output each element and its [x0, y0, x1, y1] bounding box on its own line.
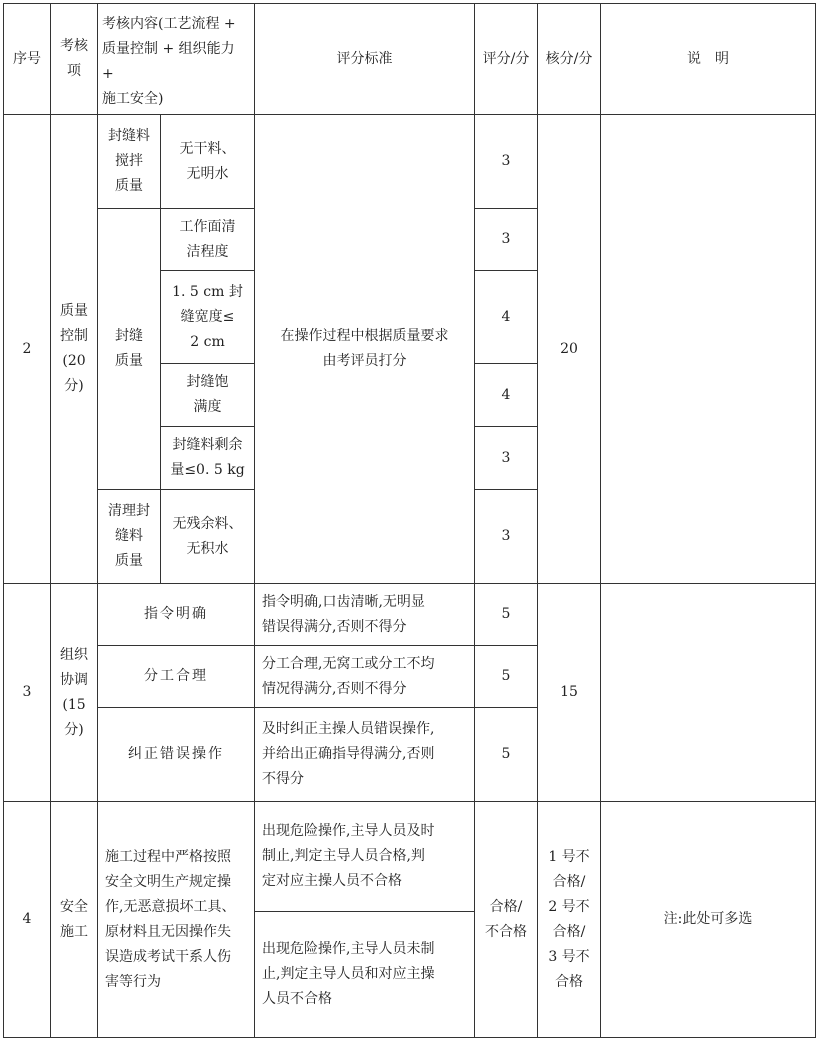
sub-item-cell: 工作面清 洁程度: [161, 209, 255, 271]
sub-item-cell: 1. 5 cm 封 缝宽度≤ 2 cm: [161, 271, 255, 364]
criteria-cell: 在操作过程中根据质量要求 由考评员打分: [255, 115, 475, 584]
verify-cell: 15: [538, 584, 601, 802]
header-criteria: 评分标准: [255, 4, 475, 115]
header-note: 说 明: [601, 4, 816, 115]
score-cell: 3: [475, 427, 538, 490]
criteria-cell: 指令明确,口齿清晰,无明显 错误得满分,否则不得分: [255, 584, 475, 646]
score-cell: 3: [475, 490, 538, 584]
content-cell: 指令明确: [98, 584, 255, 646]
verify-cell: 20: [538, 115, 601, 584]
note-cell: [601, 584, 816, 802]
table-row: [4, 115, 816, 209]
note-cell: [601, 115, 816, 584]
score-cell: 4: [475, 271, 538, 364]
table-row: [4, 584, 816, 646]
sub-item-cell: 无残余料、 无积水: [161, 490, 255, 584]
score-cell: 3: [475, 115, 538, 209]
header-seq: 序号: [4, 4, 51, 115]
sub-item-cell: 封缝饱 满度: [161, 364, 255, 427]
note-cell: 注:此处可多选: [601, 802, 816, 1038]
criteria-cell: 出现危险操作,主导人员未制 止,判定主导人员和对应主操 人员不合格: [255, 912, 475, 1038]
assessment-table: [3, 3, 816, 1038]
item-cell: 组织 协调 (15 分): [51, 584, 98, 802]
header-content: 考核内容(工艺流程 + 质量控制 + 组织能力 + 施工安全): [98, 4, 255, 115]
group-cell: 封缝 质量: [98, 209, 161, 490]
seq-cell: 4: [4, 802, 51, 1038]
seq-cell: 2: [4, 115, 51, 584]
score-cell: 5: [475, 708, 538, 802]
criteria-cell: 及时纠正主操人员错误操作, 并给出正确指导得满分,否则 不得分: [255, 708, 475, 802]
criteria-cell: 分工合理,无窝工或分工不均 情况得满分,否则不得分: [255, 646, 475, 708]
group-cell: 清理封 缝料 质量: [98, 490, 161, 584]
score-cell: 3: [475, 209, 538, 271]
header-row: [4, 4, 816, 115]
content-cell: 纠正错误操作: [98, 708, 255, 802]
header-verify: 核分/分: [538, 4, 601, 115]
table-row: [4, 802, 816, 912]
seq-cell: 3: [4, 584, 51, 802]
verify-cell: 1 号不 合格/ 2 号不 合格/ 3 号不 合格: [538, 802, 601, 1038]
sub-item-cell: 无干料、 无明水: [161, 115, 255, 209]
content-cell: 施工过程中严格按照 安全文明生产规定操 作,无恶意损坏工具、 原材料且无因操作失 误造成考试干系人伤 害等行为: [98, 802, 255, 1038]
item-cell: 质量 控制 (20 分): [51, 115, 98, 584]
content-cell: 分工合理: [98, 646, 255, 708]
header-item: 考核 项: [51, 4, 98, 115]
score-cell: 5: [475, 584, 538, 646]
score-cell: 合格/ 不合格: [475, 802, 538, 1038]
score-cell: 5: [475, 646, 538, 708]
score-cell: 4: [475, 364, 538, 427]
header-score: 评分/分: [475, 4, 538, 115]
sub-item-cell: 封缝料剩余 量≤0. 5 kg: [161, 427, 255, 490]
group-cell: 封缝料 搅拌 质量: [98, 115, 161, 209]
item-cell: 安全 施工: [51, 802, 98, 1038]
criteria-cell: 出现危险操作,主导人员及时 制止,判定主导人员合格,判 定对应主操人员不合格: [255, 802, 475, 912]
